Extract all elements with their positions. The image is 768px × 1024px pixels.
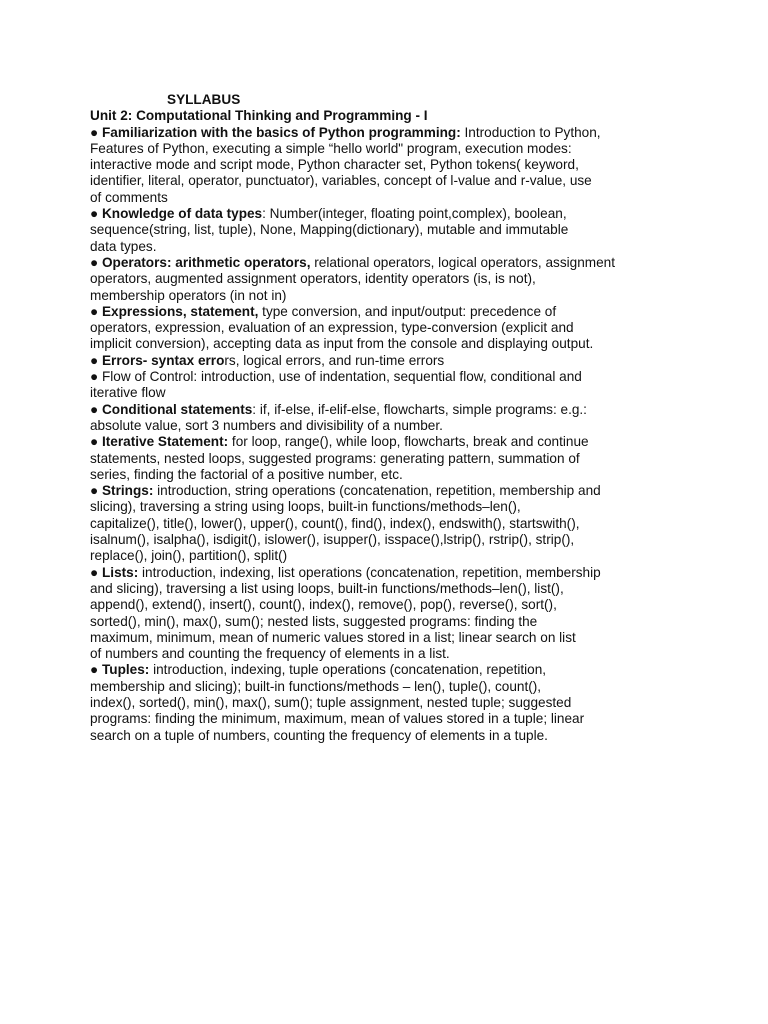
syllabus-line bbox=[90, 222, 690, 238]
syllabus-line bbox=[90, 728, 690, 744]
line-text: identifier, literal, operator, punctuator), variables, concept of l-value and r-value, use bbox=[90, 173, 592, 189]
line-text: membership operators (in not in) bbox=[90, 287, 287, 303]
syllabus-line bbox=[90, 597, 690, 613]
line-text: implicit conversion), accepting data as input from the console and displaying output. bbox=[90, 336, 594, 352]
syllabus-line bbox=[90, 141, 690, 157]
line-text: series, finding the factorial of a positive number, etc. bbox=[90, 466, 403, 482]
line-text: isalnum(), isalpha(), isdigit(), islower(), isupper(), isspace(),lstrip(), rstrip(), strip(), bbox=[90, 532, 575, 548]
syllabus-line bbox=[90, 353, 690, 369]
line-text: : Number(integer, floating point,complex), boolean, bbox=[262, 206, 567, 222]
line-text: operators, expression, evaluation of an expression, type-conversion (explicit and bbox=[90, 320, 574, 336]
syllabus-line bbox=[90, 548, 690, 564]
line-text: for loop, range(), while loop, flowcharts, break and continue bbox=[228, 434, 589, 450]
syllabus-line bbox=[90, 336, 690, 352]
syllabus-line bbox=[90, 385, 690, 401]
syllabus-line bbox=[90, 255, 690, 271]
line-text: search on a tuple of numbers, counting the frequency of elements in a tuple. bbox=[90, 727, 548, 743]
topic-heading: ● Operators: arithmetic operators, bbox=[90, 254, 311, 270]
line-text: of numbers and counting the frequency of elements in a list. bbox=[90, 646, 450, 662]
topic-heading: ● Expressions, statement, bbox=[90, 303, 259, 319]
line-text: absolute value, sort 3 numbers and divisibility of a number. bbox=[90, 417, 443, 433]
line-text: data types. bbox=[90, 238, 157, 254]
syllabus-line bbox=[90, 190, 690, 206]
syllabus-line bbox=[90, 581, 690, 597]
syllabus-body bbox=[90, 125, 690, 744]
line-text: Features of Python, executing a simple “hello world" program, execution modes: bbox=[90, 140, 572, 156]
line-text: : if, if-else, if-elif-else, flowcharts, simple programs: e.g.: bbox=[252, 401, 587, 417]
line-text: index(), sorted(), min(), max(), sum(); tuple assignment, nested tuple; suggested bbox=[90, 694, 572, 710]
line-text: introduction, string operations (concatenation, repetition, membership and bbox=[153, 483, 601, 499]
line-text: introduction, indexing, tuple operations (concatenation, repetition, bbox=[149, 662, 547, 678]
line-text: slicing), traversing a string using loops, built-in functions/methods–len(), bbox=[90, 499, 521, 515]
topic-heading: ● Conditional statements bbox=[90, 401, 253, 417]
line-text: type conversion, and input/output: precedence of bbox=[258, 303, 557, 319]
syllabus-line bbox=[90, 662, 690, 678]
topic-heading: ● Knowledge of data types bbox=[90, 206, 263, 222]
syllabus-line bbox=[90, 483, 690, 499]
syllabus-line bbox=[90, 369, 690, 385]
topic-heading: ● Tuples: bbox=[90, 662, 150, 678]
line-text: Introduction to Python, bbox=[460, 124, 601, 140]
syllabus-line bbox=[90, 646, 690, 662]
syllabus-line bbox=[90, 271, 690, 287]
document-title: SYLLABUS bbox=[167, 92, 241, 107]
syllabus-line bbox=[90, 125, 690, 141]
line-text: maximum, minimum, mean of numeric values stored in a list; linear search on list bbox=[90, 629, 576, 645]
line-text: ● Flow of Control: introduction, use of indentation, sequential flow, conditional and bbox=[90, 369, 582, 385]
syllabus-line bbox=[90, 614, 690, 630]
syllabus-line bbox=[90, 630, 690, 646]
syllabus-line bbox=[90, 679, 690, 695]
topic-heading: ● Strings: bbox=[90, 483, 154, 499]
line-text: statements, nested loops, suggested programs: generating pattern, summation of bbox=[90, 450, 580, 466]
syllabus-line bbox=[90, 532, 690, 548]
syllabus-line bbox=[90, 418, 690, 434]
topic-heading: ● Iterative Statement: bbox=[90, 434, 229, 450]
syllabus-line bbox=[90, 565, 690, 581]
topic-heading: ● Lists: bbox=[90, 564, 139, 580]
syllabus-line bbox=[90, 239, 690, 255]
line-text: operators, augmented assignment operators, identity operators (is, is not), bbox=[90, 271, 536, 287]
syllabus-line bbox=[90, 288, 690, 304]
line-text: sequence(string, list, tuple), None, Mapping(dictionary), mutable and immutable bbox=[90, 222, 569, 238]
line-text: append(), extend(), insert(), count(), index(), remove(), pop(), reverse(), sort(), bbox=[90, 597, 557, 613]
syllabus-line bbox=[90, 206, 690, 222]
syllabus-line bbox=[90, 304, 690, 320]
syllabus-line bbox=[90, 516, 690, 532]
line-text: replace(), join(), partition(), split() bbox=[90, 548, 288, 564]
line-text: and slicing), traversing a list using loops, built-in functions/methods–len(), list(), bbox=[90, 580, 564, 596]
line-text: membership and slicing); built-in functions/methods – len(), tuple(), count(), bbox=[90, 678, 542, 694]
syllabus-line bbox=[90, 320, 690, 336]
document-page bbox=[90, 92, 690, 744]
unit-heading: Unit 2: Computational Thinking and Programming - I bbox=[90, 108, 428, 124]
syllabus-line bbox=[90, 434, 690, 450]
syllabus-line bbox=[90, 402, 690, 418]
line-text: interactive mode and script mode, Python character set, Python tokens( keyword, bbox=[90, 157, 579, 173]
line-text: relational operators, logical operators, assignment bbox=[310, 254, 615, 270]
line-text: rs, logical errors, and run-time errors bbox=[224, 352, 445, 368]
syllabus-line bbox=[90, 499, 690, 515]
syllabus-line bbox=[90, 451, 690, 467]
line-text: sorted(), min(), max(), sum(); nested lists, suggested programs: finding the bbox=[90, 613, 538, 629]
syllabus-line bbox=[90, 711, 690, 727]
line-text: capitalize(), title(), lower(), upper(), count(), find(), index(), endswith(), startswith(), bbox=[90, 515, 580, 531]
syllabus-line bbox=[90, 173, 690, 189]
line-text: introduction, indexing, list operations (concatenation, repetition, membership bbox=[138, 564, 601, 580]
line-text: of comments bbox=[90, 189, 168, 205]
line-text: programs: finding the minimum, maximum, mean of values stored in a tuple; linear bbox=[90, 711, 585, 727]
syllabus-line bbox=[90, 467, 690, 483]
syllabus-line bbox=[90, 695, 690, 711]
topic-heading: ● Errors- syntax erro bbox=[90, 352, 225, 368]
topic-heading: ● Familiarization with the basics of Python programming: bbox=[90, 124, 461, 140]
syllabus-line bbox=[90, 157, 690, 173]
line-text: iterative flow bbox=[90, 385, 166, 401]
